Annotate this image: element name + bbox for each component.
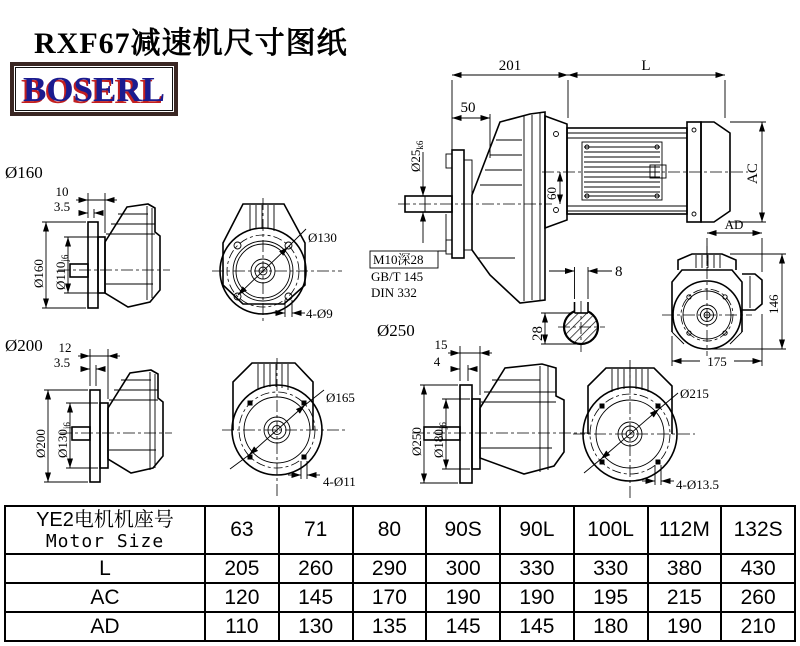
dim-12: 12 (58, 340, 72, 355)
dim-d200: Ø200 (33, 429, 48, 458)
table-row-L (5, 554, 795, 583)
dim-L: L (641, 58, 651, 74)
table-row-AC (5, 583, 795, 612)
logo-text: BOSERL (23, 69, 165, 109)
col-header-90S: 90S (426, 506, 500, 554)
cell-AD-80: 135 (353, 612, 427, 641)
cell-L-112M: 380 (648, 554, 722, 583)
flange250-label: Ø250 (377, 321, 415, 340)
dim-AC: AC (745, 163, 761, 184)
flange160-side-view (5, 163, 170, 308)
col-header-100L: 100L (574, 506, 648, 554)
cell-AD-100L: 180 (574, 612, 648, 641)
thread-note-line3: DIN 332 (371, 285, 417, 300)
dim-60: 60 (544, 187, 559, 200)
table-row-AD (5, 612, 795, 641)
flange130-front-view (212, 198, 342, 322)
cell-AD-112M: 190 (648, 612, 722, 641)
flange250-side-view (377, 321, 590, 483)
cell-AC-90S: 190 (426, 583, 500, 612)
row-label-L: L (5, 554, 205, 583)
dim-d250: Ø250 (409, 427, 424, 456)
dim-3-5: 3.5 (53, 199, 71, 214)
dim-4xd9: 4-Ø9 (306, 306, 333, 321)
dim-4xd13-5: 4-Ø13.5 (676, 477, 719, 492)
table-header-motor-size (5, 506, 205, 554)
cell-AD-71: 130 (279, 612, 353, 641)
col-header-112M: 112M (648, 506, 722, 554)
cell-AD-63: 110 (205, 612, 279, 641)
cell-AC-80: 170 (353, 583, 427, 612)
cell-L-132S: 430 (721, 554, 795, 583)
page-title: RXF67减速机尺寸图纸 (34, 27, 348, 60)
dim-175: 175 (707, 354, 727, 369)
col-header-80: 80 (353, 506, 427, 554)
dim-4: 4 (433, 354, 441, 369)
cell-L-63: 205 (205, 554, 279, 583)
dim-10: 10 (55, 184, 69, 199)
dim-50: 50 (460, 100, 476, 116)
col-header-63: 63 (205, 506, 279, 554)
row-label-AD: AD (5, 612, 205, 641)
cell-L-71: 260 (279, 554, 353, 583)
col-header-132S: 132S (721, 506, 795, 554)
flange200-side-view (5, 336, 172, 482)
motor-front-view (662, 217, 786, 369)
cell-AC-100L: 195 (574, 583, 648, 612)
cell-L-80: 290 (353, 554, 427, 583)
dim-201: 201 (498, 58, 522, 74)
col-header-90L: 90L (500, 506, 574, 554)
dim-d180j6: $Ø180_{j6}$ (431, 422, 448, 458)
flange215-front-view (573, 360, 719, 500)
dim-d160: Ø160 (31, 259, 46, 288)
flange160-label: Ø160 (5, 163, 43, 182)
shaft-key-section (530, 264, 623, 352)
dim-d130j6: $Ø130_{j6}$ (55, 422, 72, 458)
dim-3-5b: 3.5 (53, 355, 71, 370)
dim-AD: AD (724, 217, 744, 232)
dim-d110: $Ø110_{j6}$ (53, 254, 70, 290)
dim-8: 8 (615, 264, 623, 280)
dim-146: 146 (766, 294, 781, 314)
dim-4xd11: 4-Ø11 (323, 474, 356, 489)
dim-shaft-dia: $Ø25_{k6}$ (408, 140, 425, 172)
cell-L-90S: 300 (426, 554, 500, 583)
cell-AC-132S: 260 (721, 583, 795, 612)
thread-note-line2: GB/T 145 (371, 269, 424, 284)
table-header-en: Motor Size (45, 530, 165, 552)
col-header-71: 71 (279, 506, 353, 554)
assembly-side-view (370, 58, 766, 303)
cell-AC-63: 120 (205, 583, 279, 612)
table-header-cn: YE2电机机座号 (36, 508, 174, 531)
cell-AD-132S: 210 (721, 612, 795, 641)
motor-size-table (4, 505, 796, 642)
cell-L-90L: 330 (500, 554, 574, 583)
dim-d130: Ø130 (308, 230, 337, 245)
cell-AC-90L: 190 (500, 583, 574, 612)
brand-logo (10, 62, 178, 116)
cell-L-100L: 330 (574, 554, 648, 583)
thread-note-line1: M10深28 (373, 252, 424, 267)
dim-d215: Ø215 (680, 386, 709, 401)
cell-AC-112M: 215 (648, 583, 722, 612)
cell-AD-90S: 145 (426, 612, 500, 641)
dim-28: 28 (530, 326, 546, 341)
flange200-label: Ø200 (5, 336, 43, 355)
flange165-front-view (222, 358, 356, 497)
cell-AC-71: 145 (279, 583, 353, 612)
dim-d165: Ø165 (326, 390, 355, 405)
dim-15: 15 (434, 337, 448, 352)
row-label-AC: AC (5, 583, 205, 612)
cell-AD-90L: 145 (500, 612, 574, 641)
